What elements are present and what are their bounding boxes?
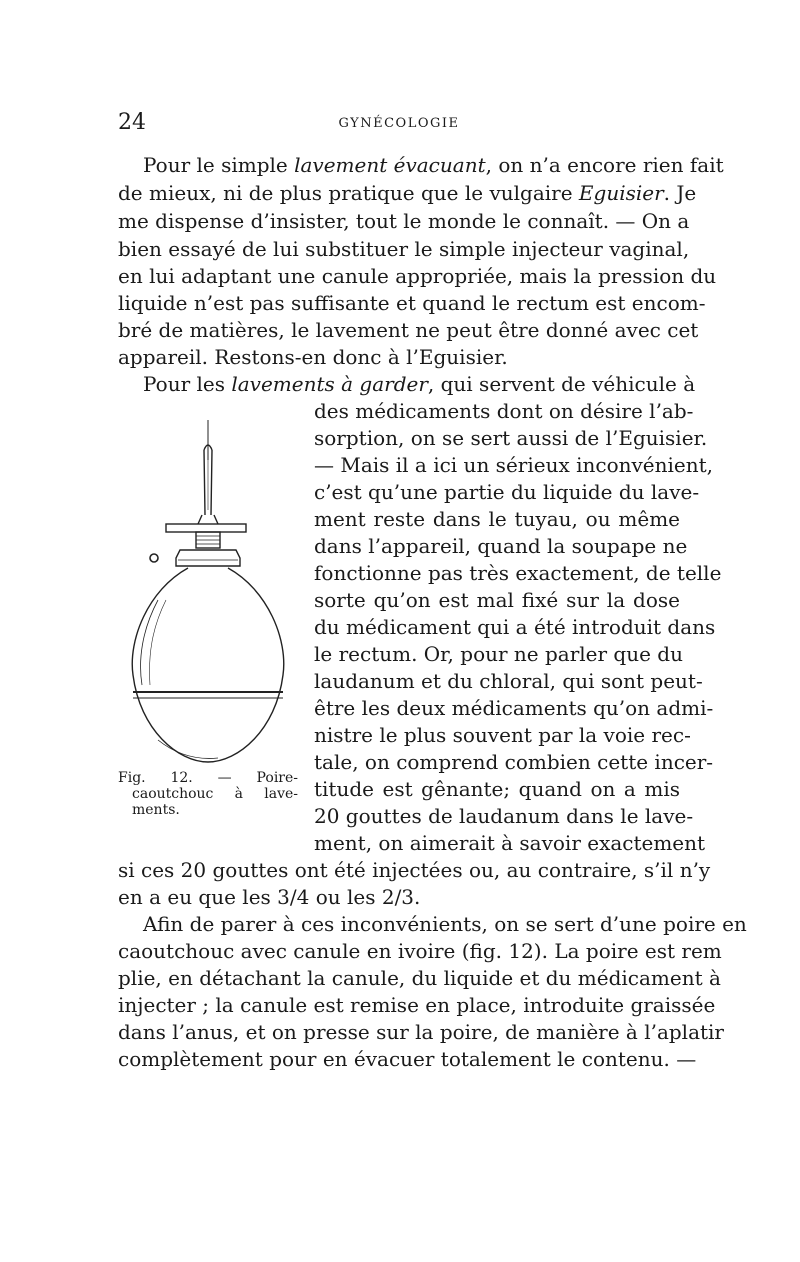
text-line: du médicament qui a été introduit dans — [314, 615, 716, 639]
text-line: dans l’appareil, quand la soupape ne — [314, 534, 688, 558]
text-line: des médicaments dont on désire l’ab- — [314, 399, 694, 423]
text-line: Pour le simple lavement évacuant, on n’a encore rien fait — [143, 153, 724, 177]
text-line: — Mais il a ici un sérieux inconvénient, — [314, 453, 714, 477]
text-line: appareil. Restons-en donc à l’Eguisier. — [118, 345, 508, 369]
text-line: c’est qu’une partie du liquide du lave- — [314, 480, 700, 504]
figure-caption — [118, 770, 298, 818]
text-line: si ces 20 gouttes ont été injectées ou, au contraire, s’il n’y — [118, 858, 711, 882]
text-line: fonctionne pas très exactement, de telle — [314, 561, 722, 585]
text-line: sorte qu’on est mal fixé sur la dose — [314, 588, 680, 612]
text-line: dans l’anus, et on presse sur la poire, de manière à l’aplatir — [118, 1020, 724, 1044]
text-line: tale, on comprend combien cette incer- — [314, 750, 714, 774]
text-line: nistre le plus souvent par la voie rec- — [314, 723, 691, 747]
text-line: liquide n’est pas suffisante et quand le rectum est encom- — [118, 291, 706, 315]
text-line: en lui adaptant une canule appropriée, mais la pression du — [118, 264, 717, 288]
text-line: 20 gouttes de laudanum dans le lave- — [314, 804, 694, 828]
text-line: caoutchouc avec canule en ivoire (fig. 12). La poire est rem — [118, 939, 722, 963]
text-line: ment reste dans le tuyau, ou même — [314, 507, 680, 531]
text-line: titude est gênante; quand on a mis — [314, 777, 680, 801]
text-line: être les deux médicaments qu’on admi- — [314, 696, 714, 720]
text-line: plie, en détachant la canule, du liquide et du médicament à — [118, 966, 721, 990]
text-line: sorption, on se sert aussi de l’Eguisier. — [314, 426, 708, 450]
text-line: Afin de parer à ces inconvénients, on se sert d’une poire en — [143, 912, 747, 936]
text-line: de mieux, ni de plus pratique que le vulgaire Eguisier. Je — [118, 181, 697, 205]
text-line: injecter ; la canule est remise en place, introduite graissée — [118, 993, 716, 1017]
text-line: me dispense d’insister, tout le monde le connaît. — On a — [118, 209, 690, 233]
text-line: Pour les lavements à garder, qui servent de véhicule à — [143, 372, 696, 396]
bulb-syringe-illustration — [118, 400, 298, 780]
page-header — [118, 110, 680, 140]
running-title: GYNÉCOLOGIE — [338, 116, 460, 131]
caption-line: ments. — [132, 802, 180, 818]
text-line: le rectum. Or, pour ne parler que du — [314, 642, 683, 666]
text-line: laudanum et du chloral, qui sont peut- — [314, 669, 703, 693]
text-line: bien essayé de lui substituer le simple injecteur vaginal, — [118, 237, 690, 261]
caption-line: Fig. 12. — Poire- — [118, 770, 298, 786]
caption-line: caoutchouc à lave- — [132, 786, 298, 802]
text-line: bré de matières, le lavement ne peut être donné avec cet — [118, 318, 699, 342]
text-line: en a eu que les 3/4 ou les 2/3. — [118, 885, 421, 909]
text-line: complètement pour en évacuer totalement le contenu. — — [118, 1047, 697, 1071]
text-line: ment, on aimerait à savoir exactement — [314, 831, 706, 855]
page-number: 24 — [118, 110, 146, 135]
